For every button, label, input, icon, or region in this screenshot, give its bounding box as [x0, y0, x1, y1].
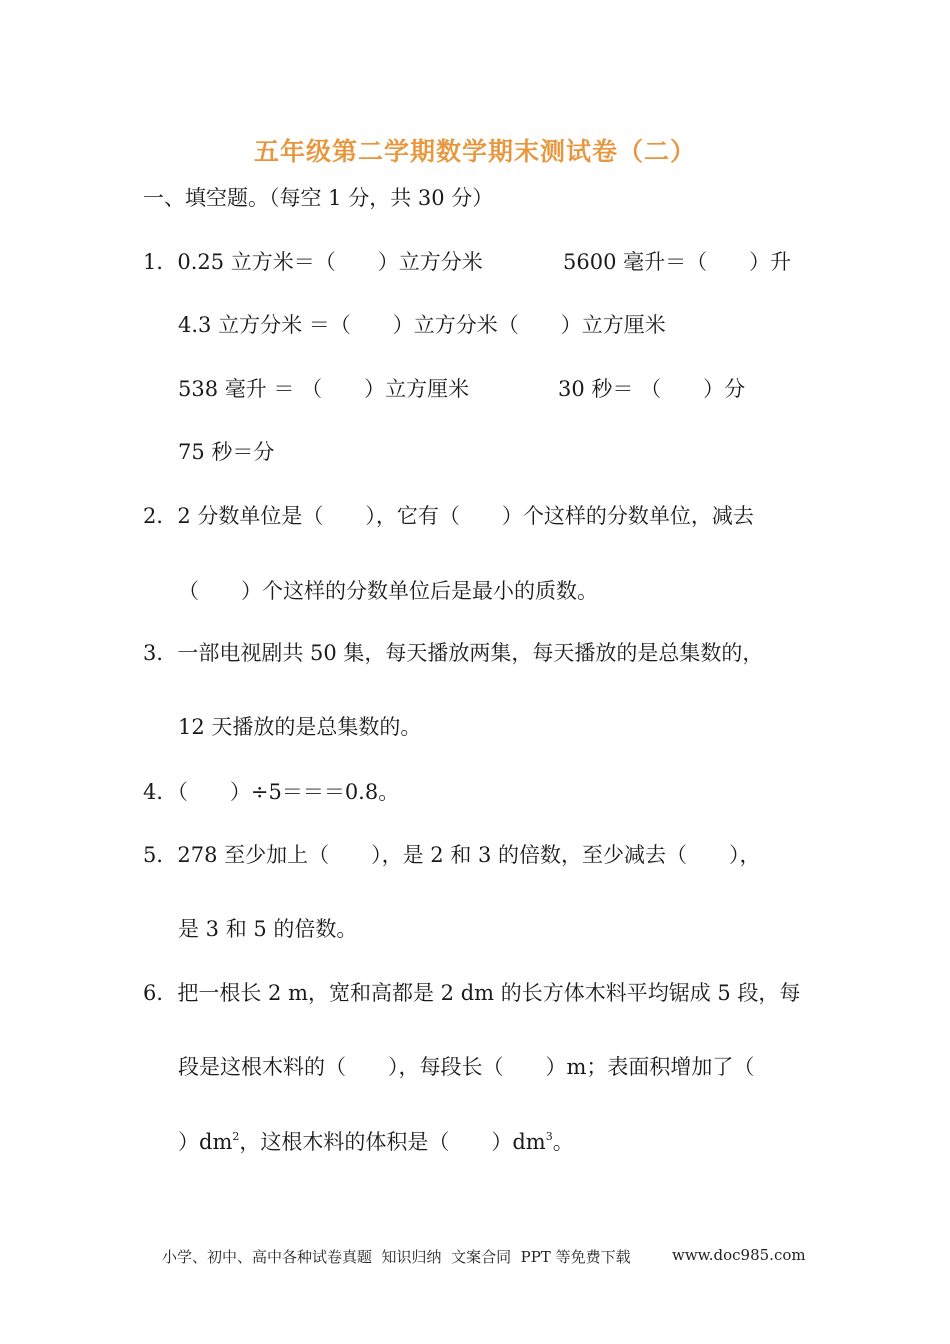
question-3-line-2: 12 天播放的是总集数的。 [178, 715, 422, 739]
question-1-line-2: 4.3 立方分米 ＝（ ）立方分米（ ）立方厘米 [178, 313, 666, 337]
question-6-text-c: 。 [552, 1130, 574, 1154]
question-1-line-3a: 538 毫升 ＝ （ ）立方厘米 [178, 377, 470, 401]
question-4-line-1: 4．（ ）÷5＝＝＝0.8。 [143, 780, 400, 804]
superscript-2: 2 [232, 1130, 240, 1143]
question-6-line-1: 6．把一根长 2 m，宽和高都是 2 dm 的长方体木料平均锯成 5 段，每 [143, 981, 801, 1005]
page-title: 五年级第二学期数学期末测试卷（二） [253, 137, 696, 166]
question-1-line-3b: 30 秒＝ （ ）分 [558, 377, 746, 401]
question-1-line-1b: 5600 毫升＝（ ）升 [563, 250, 792, 274]
question-6-line-2: 段是这根木料的（ ），每段长（ ）m；表面积增加了（ [178, 1055, 755, 1079]
question-5-line-1: 5．278 至少加上（ ），是 2 和 3 的倍数，至少减去（ ）， [143, 843, 761, 867]
superscript-3: 3 [545, 1130, 553, 1143]
footer-website: www.doc985.com [672, 1246, 806, 1264]
section-heading: 一、填空题。（每空 1 分，共 30 分） [143, 186, 494, 210]
question-5-line-2: 是 3 和 5 的倍数。 [178, 917, 358, 941]
footer-left-text: 小学、初中、高中各种试卷真题 知识归纳 文案合同 PPT 等免费下载 [162, 1248, 631, 1266]
question-3-line-1: 3．一部电视剧共 50 集，每天播放两集，每天播放的是总集数的， [143, 641, 764, 665]
question-1-line-1a: 1．0.25 立方米＝（ ）立方分米 [143, 250, 483, 274]
question-2-line-1: 2．2 分数单位是（ ），它有（ ）个这样的分数单位，减去 [143, 504, 754, 528]
question-6-text-a: ）dm [178, 1130, 233, 1154]
question-6-text-b: ，这根木料的体积是（ ）dm [239, 1130, 546, 1154]
question-6-line-3 [178, 1131, 574, 1153]
question-2-line-2: （ ）个这样的分数单位后是最小的质数。 [178, 579, 598, 603]
question-1-line-4: 75 秒＝分 [178, 440, 275, 464]
